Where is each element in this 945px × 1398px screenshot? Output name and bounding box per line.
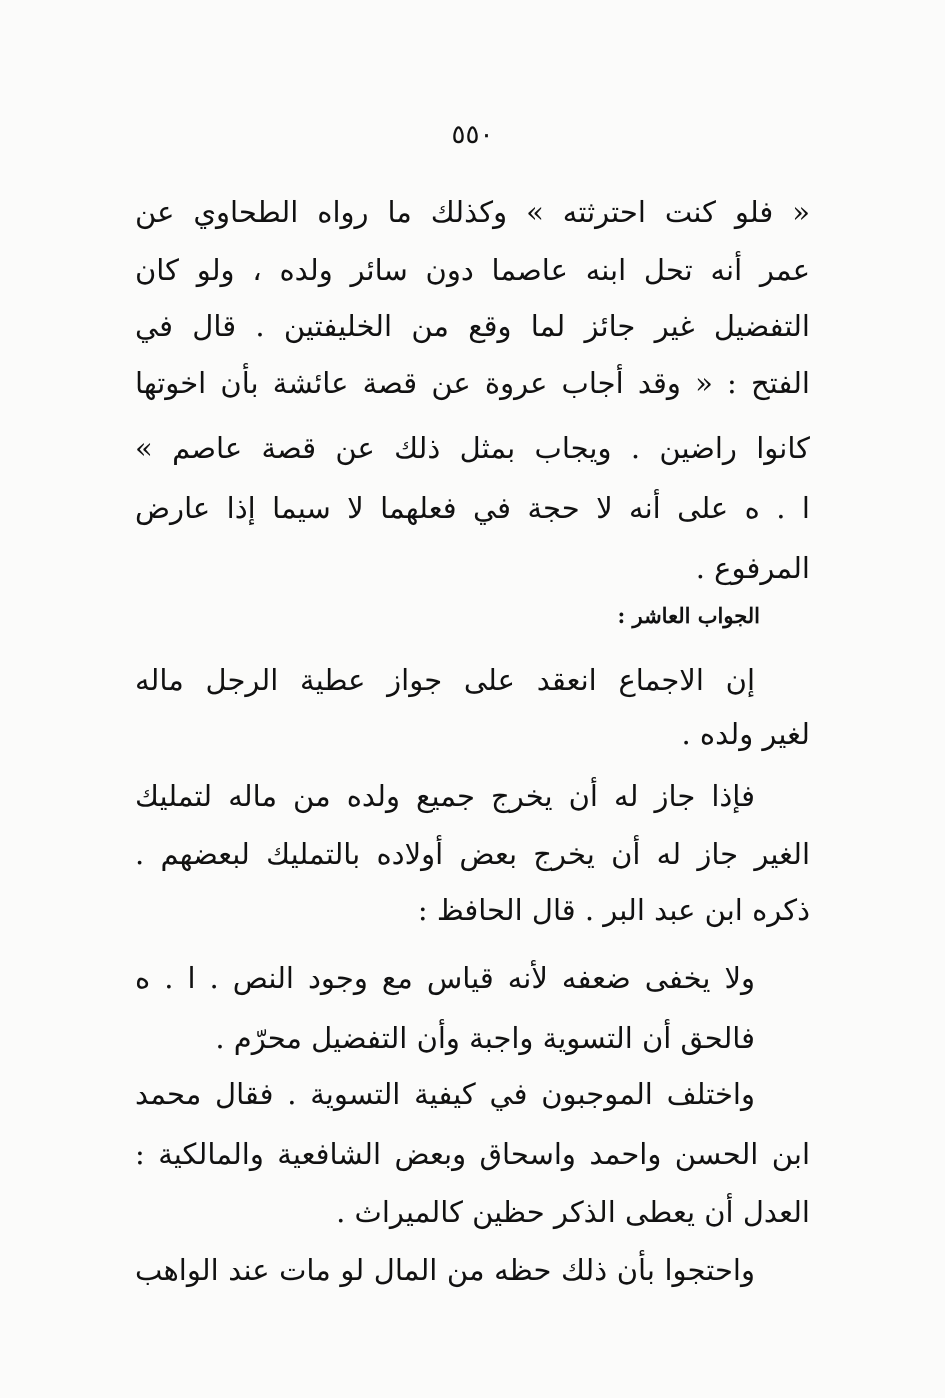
text-line: ذكره ابن عبد البر . قال الحافظ : xyxy=(417,893,810,927)
text-line: التفضيل غير جائز لما وقع من الخليفتين . قال في xyxy=(135,309,810,343)
text-line: العدل أن يعطى الذكر حظين كالميراث . xyxy=(336,1195,810,1229)
text-line: فالحق أن التسوية واجبة وأن التفضيل محرّم . xyxy=(215,1021,755,1055)
text-line: ولا يخفى ضعفه لأنه قياس مع وجود النص . ا . ه xyxy=(135,961,755,995)
text-line: لغير ولده . xyxy=(681,717,810,751)
page-number: ٥٥٠ xyxy=(451,120,494,150)
text-line: واحتجوا بأن ذلك حظه من المال لو مات عند الواهب xyxy=(135,1253,755,1287)
text-line: ابن الحسن واحمد واسحاق وبعض الشافعية والمالكية : xyxy=(135,1137,810,1171)
text-line: عمر أنه تحل ابنه عاصما دون سائر ولده ، ولو كان xyxy=(135,253,810,287)
text-line: واختلف الموجبون في كيفية التسوية . فقال محمد xyxy=(135,1077,755,1111)
text-line: « فلو كنت احترثته » وكذلك ما رواه الطحاوي عن xyxy=(135,195,810,229)
text-line: إن الاجماع انعقد على جواز عطية الرجل ماله xyxy=(135,663,755,697)
text-line: الغير جاز له أن يخرج بعض أولاده بالتمليك لبعضهم . xyxy=(135,837,810,871)
text-line: المرفوع . xyxy=(695,551,810,585)
section-heading: الجواب العاشر : xyxy=(617,603,760,628)
text-line: ا . ه على أنه لا حجة في فعلهما لا سيما إذا عارض xyxy=(135,491,810,525)
text-line: الفتح : « وقد أجاب عروة عن قصة عائشة بأن اخوتها xyxy=(135,366,810,400)
text-line: فإذا جاز له أن يخرج جميع ولده من ماله لتمليك xyxy=(135,779,755,813)
text-line: كانوا راضين . ويجاب بمثل ذلك عن قصة عاصم » xyxy=(135,431,810,465)
